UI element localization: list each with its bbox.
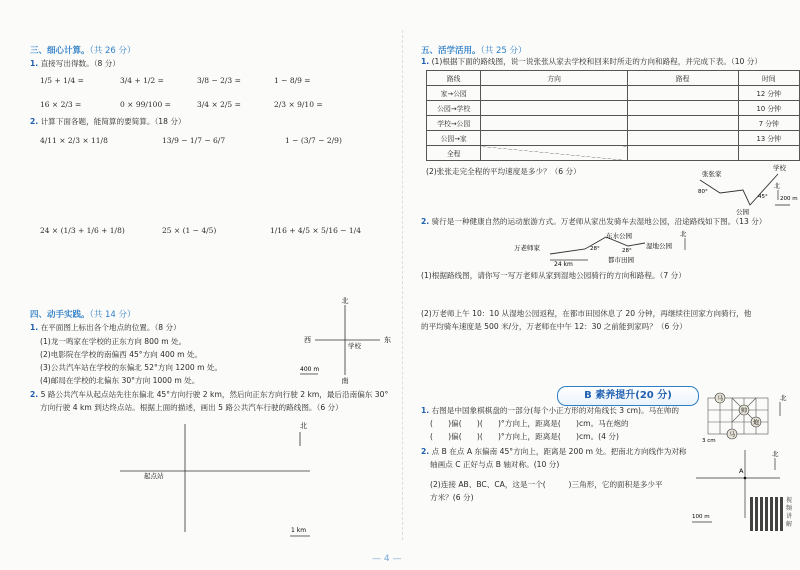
section5-title	[421, 44, 527, 56]
point-a-label: A	[739, 467, 744, 475]
scale-label: 200 m	[780, 196, 798, 202]
s4-q2-line1: 5 路公共汽车从起点站先往东偏北 45°方向行驶 2 km，然后向正东方向行驶 2 km，最后沿南偏东 30°	[40, 390, 389, 399]
scale-label: 400 m	[300, 366, 320, 373]
cell[interactable]	[627, 116, 738, 131]
s3-q1	[30, 58, 120, 69]
s5-q2-num: 2.	[421, 217, 430, 226]
section4-points: （共 14 分）	[89, 310, 136, 320]
angle-label: 28°	[590, 246, 600, 252]
chess-piece-label: 炮	[752, 419, 760, 427]
s4-q1-item: (1)龙一鸣家在学校的正东方向 800 m 处。	[40, 337, 187, 346]
calc-item: 1 − 8/9 =	[274, 76, 311, 85]
page-number: — 4 —	[372, 554, 402, 564]
cell	[481, 146, 628, 161]
s4-q1	[30, 322, 181, 333]
s3-q2-text: 计算下面各题，能简算的要简算。（18 分）	[40, 117, 186, 126]
distance-label: 24 km	[554, 261, 573, 268]
sB-q2-line: 点 B 在点 A 东偏南 45°方向上，距离是 200 m 处。把南北方向线作为对称	[431, 447, 687, 456]
north-label: 北	[780, 394, 787, 402]
cell: 学校→公园	[427, 116, 481, 131]
cell[interactable]	[627, 131, 738, 146]
angle-label: 28°	[622, 248, 632, 254]
cell[interactable]	[481, 116, 628, 131]
field-label: 都市田园	[608, 256, 634, 264]
calc-item: 16 × 2/3 =	[40, 100, 82, 109]
cell[interactable]	[627, 146, 738, 161]
s4-q2-line2: 方向行驶 4 km 到达终点站。根据上面的描述，画出 5 路公共汽车行驶的路线图。（6 分）	[40, 403, 343, 412]
sB-q2-line: (2)连接 AB、BC、CA，这是一个( )三角形，它的面积是多少平	[430, 480, 663, 489]
calc-item: 3/8 − 2/3 =	[197, 76, 241, 85]
chess-piece-label: 帅	[740, 407, 748, 415]
th-time: 时间	[738, 71, 799, 86]
scale-label: 3 cm	[702, 438, 716, 444]
sB-q1-line: ( )偏( )( )°方向上，距离是( )cm。马在炮的	[430, 419, 629, 428]
origin-label: 起点站	[144, 472, 164, 480]
s5-q1-text: (1)根据下面的路线图，说一说张张从家去学校和回来时所走的方向和路程，并完成下表。（10 分）	[431, 57, 762, 66]
section4-title	[30, 308, 136, 320]
cell[interactable]	[738, 146, 799, 161]
sB-q1-num: 1.	[421, 406, 430, 415]
chess-piece-label: 马	[728, 431, 736, 439]
cell[interactable]	[627, 86, 738, 101]
column-divider	[402, 30, 403, 540]
angle-label: 45°	[758, 194, 768, 200]
cell[interactable]	[481, 101, 628, 116]
cell[interactable]	[481, 86, 628, 101]
route-line	[700, 174, 781, 205]
sB-q1-line: ( )偏( )( )°方向上，距离是( )cm。(4 分)	[430, 432, 619, 441]
cell: 12 分钟	[738, 86, 799, 101]
lake-label: 东水公园	[606, 232, 632, 240]
sB-q2-line: 轴画点 C 正好与点 B 轴对称。(10 分)	[430, 460, 560, 469]
calc-item: 2/3 × 9/10 =	[274, 100, 323, 109]
home-school-map	[680, 160, 798, 220]
s5-q2-text: 骑行是一种健康自然的运动旅游方式。万老师从家出发骑车去湿地公园，沿途路线如下图。（13 分）	[431, 217, 767, 226]
sB-q1	[421, 405, 679, 416]
th-direction: 方向	[481, 71, 628, 86]
section3-title	[30, 44, 136, 56]
s3-q1-num: 1.	[30, 59, 39, 68]
calc-item: 0 × 99/100 =	[120, 100, 171, 109]
s4-q2	[30, 389, 388, 400]
cell: 全程	[427, 146, 481, 161]
sB-q2-num: 2.	[421, 447, 430, 456]
park-label: 公园	[736, 208, 749, 216]
bus-route-axes	[110, 412, 330, 542]
s5-q2-sub2b: 的平均骑车速度是 500 米/分，万老师在中午 12：30 之前能到家吗？（6 分）	[421, 322, 687, 331]
cell: 公园→学校	[427, 101, 481, 116]
angle-label: 80°	[698, 189, 708, 195]
s5-q1	[421, 56, 762, 67]
s5-q2-sub1: (1)根据路线图，请你写一写万老师从家到湿地公园骑行的方向和路程。（7 分）	[421, 271, 686, 280]
route-table	[426, 70, 800, 161]
s4-q1-item: (4)邮局在学校的北偏东 30°方向 1000 m 处。	[40, 376, 200, 385]
cell: 7 分钟	[738, 116, 799, 131]
school-compass-diagram	[290, 295, 400, 385]
cycling-route-map	[510, 228, 700, 268]
north-label: 北	[341, 297, 349, 305]
cell: 公园→家	[427, 131, 481, 146]
s5-q1-sub2: (2)张张走完全程的平均速度是多少？（6 分）	[426, 167, 581, 176]
calc-item: 25 × (1 − 4/5)	[162, 226, 217, 235]
calc-item: 4/11 × 2/3 × 11/8	[40, 136, 108, 145]
calc-item: 3/4 + 1/2 =	[120, 76, 164, 85]
s4-q1-item: (2)电影院在学校的南偏西 45°方向 400 m 处。	[40, 350, 203, 359]
scale-label: 100 m	[692, 514, 710, 520]
cell: 10 分钟	[738, 101, 799, 116]
s4-q1-item: (3)公共汽车站在学校的东偏北 52°方向 1200 m 处。	[40, 363, 223, 372]
s5-q2-sub2a: (2)万老师上午 10：10 从湿地公园返程，在都市田园休息了 20 分钟，再继续往回家方向骑行，他	[421, 309, 752, 318]
s3-q2	[30, 116, 186, 127]
sB-q2-line: 方米？(6 分)	[430, 493, 474, 502]
th-route: 路线	[427, 71, 481, 86]
cell: 家→公园	[427, 86, 481, 101]
cell: 13 分钟	[738, 131, 799, 146]
s5-q2	[421, 216, 766, 227]
east-label: 东	[384, 336, 391, 344]
north-label: 北	[680, 230, 687, 238]
chess-board	[700, 392, 795, 444]
wetland-label: 湿地公园	[646, 242, 672, 250]
school-label: 学校	[773, 164, 786, 172]
calc-item: 24 × (1/3 + 1/6 + 1/8)	[40, 226, 125, 235]
board-grid	[708, 398, 768, 434]
north-label: 北	[772, 450, 779, 458]
calc-item: 13/9 − 1/7 − 6/7	[162, 136, 226, 145]
th-distance: 路程	[627, 71, 738, 86]
s5-q1-num: 1.	[421, 57, 430, 66]
section3-title-text: 三、细心计算。	[30, 46, 90, 56]
qr-label: 视频讲解	[786, 497, 793, 528]
section5-title-text: 五、活学活用。	[421, 46, 481, 56]
section-b-banner: B 素养提升(20 分)	[557, 386, 699, 406]
s4-q1-text: 在平面图上标出各个地点的位置。（8 分）	[40, 323, 181, 332]
south-label: 南	[341, 377, 349, 385]
s4-q1-num: 1.	[30, 323, 39, 332]
qr-code[interactable]	[750, 497, 784, 531]
sB-q1-line: 右图是中国象棋棋盘的一部分(每个小正方形的对角线长 3 cm)。马在帅的	[431, 406, 679, 415]
s4-q2-num: 2.	[30, 390, 39, 399]
calc-item: 1/5 + 1/4 =	[40, 76, 84, 85]
north-label: 北	[300, 422, 307, 430]
sB-q2	[421, 446, 687, 457]
section3-points: （共 26 分）	[89, 46, 136, 56]
north-label: 北	[774, 183, 781, 190]
scale-label: 1 km	[291, 527, 307, 534]
point-a	[744, 477, 747, 480]
school-label: 学校	[348, 342, 361, 350]
west-label: 西	[304, 336, 311, 344]
home-label: 张张家	[702, 170, 722, 178]
cell[interactable]	[481, 131, 628, 146]
section5-points: （共 25 分）	[480, 46, 527, 56]
s3-q2-num: 2.	[30, 117, 39, 126]
calc-item: 3/4 × 2/5 =	[197, 100, 241, 109]
chess-piece-label: 马	[716, 395, 724, 403]
home-label: 万老师家	[514, 244, 540, 252]
calc-item: 1 − (3/7 − 2/9)	[285, 136, 342, 145]
s3-q1-text: 直接写出得数。（8 分）	[40, 59, 120, 68]
calc-item: 1/16 + 4/5 × 5/16 − 1/4	[270, 226, 361, 235]
section4-title-text: 四、动手实践。	[30, 310, 90, 320]
cell[interactable]	[627, 101, 738, 116]
